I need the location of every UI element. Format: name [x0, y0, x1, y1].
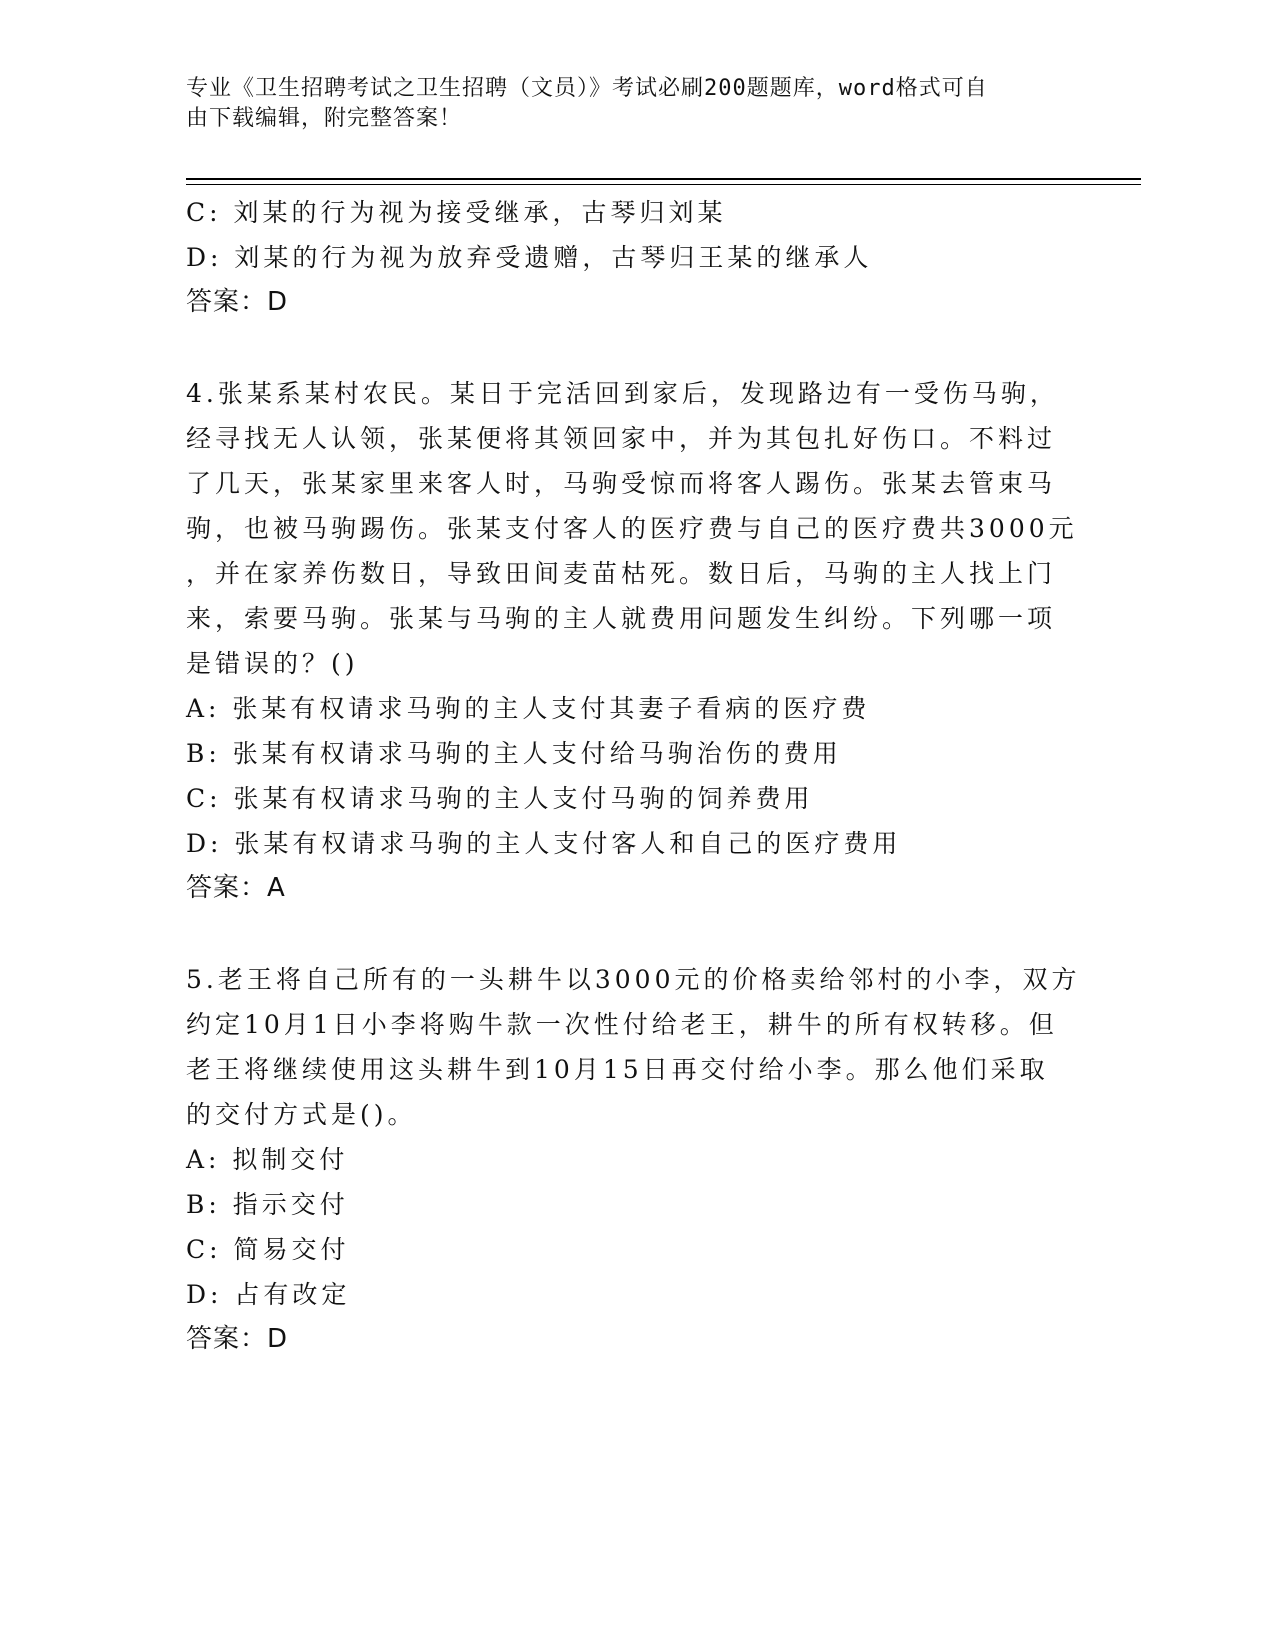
option-b: B: 张某有权请求马驹的主人支付给马驹治伤的费用 [186, 739, 842, 768]
question-text-line: 老王将继续使用这头耕牛到10月15日再交付给小李。那么他们采取 [186, 1055, 1049, 1084]
question-5 [186, 957, 1086, 1362]
header-divider-thin [186, 184, 1141, 185]
answer-label: 答案：A [186, 873, 286, 903]
question-content [186, 190, 1086, 1362]
option-a: A: 拟制交付 [186, 1145, 349, 1174]
question-3 [186, 190, 1086, 325]
option-d: D: 刘某的行为视为放弃受遗赠，古琴归王某的继承人 [186, 243, 873, 272]
option-d: D: 占有改定 [186, 1280, 351, 1309]
question-text-line: 驹，也被马驹踢伤。张某支付客人的医疗费与自己的医疗费共3000元 [186, 514, 1078, 543]
question-text-line: 4.张某系某村农民。某日于完活回到家后，发现路边有一受伤马驹， [186, 379, 1059, 408]
option-d: D: 张某有权请求马驹的主人支付客人和自己的医疗费用 [186, 829, 902, 858]
question-text-line: 的交付方式是()。 [186, 1100, 417, 1129]
answer-label: 答案：D [186, 1324, 289, 1354]
header-line-1: 专业《卫生招聘考试之卫生招聘（文员）》考试必刷200题题库，word格式可自 [186, 76, 988, 101]
question-text-line: 5.老王将自己所有的一头耕牛以3000元的价格卖给邻村的小李，双方 [186, 965, 1081, 994]
document-header [186, 74, 1066, 134]
question-text-line: 了几天，张某家里来客人时，马驹受惊而将客人踢伤。张某去管束马 [186, 469, 1057, 498]
option-b: B: 指示交付 [186, 1190, 349, 1219]
header-divider-thick [186, 178, 1141, 180]
question-text-line: 是错误的？() [186, 649, 359, 678]
option-c: C: 张某有权请求马驹的主人支付马驹的饲养费用 [186, 784, 814, 813]
question-text-line: 约定10月1日小李将购牛款一次性付给老王，耕牛的所有权转移。但 [186, 1010, 1058, 1039]
question-4 [186, 371, 1086, 911]
option-c: C: 刘某的行为视为接受继承，古琴归刘某 [186, 198, 727, 227]
question-text-line: 来，索要马驹。张某与马驹的主人就费用问题发生纠纷。下列哪一项 [186, 604, 1057, 633]
header-line-2: 由下载编辑，附完整答案！ [186, 106, 463, 131]
question-text-line: 经寻找无人认领，张某便将其领回家中，并为其包扎好伤口。不料过 [186, 424, 1057, 453]
answer-label: 答案：D [186, 287, 289, 317]
question-text-line: ，并在家养伤数日，导致田间麦苗枯死。数日后，马驹的主人找上门 [186, 559, 1057, 588]
option-c: C: 简易交付 [186, 1235, 350, 1264]
option-a: A: 张某有权请求马驹的主人支付其妻子看病的医疗费 [186, 694, 871, 723]
